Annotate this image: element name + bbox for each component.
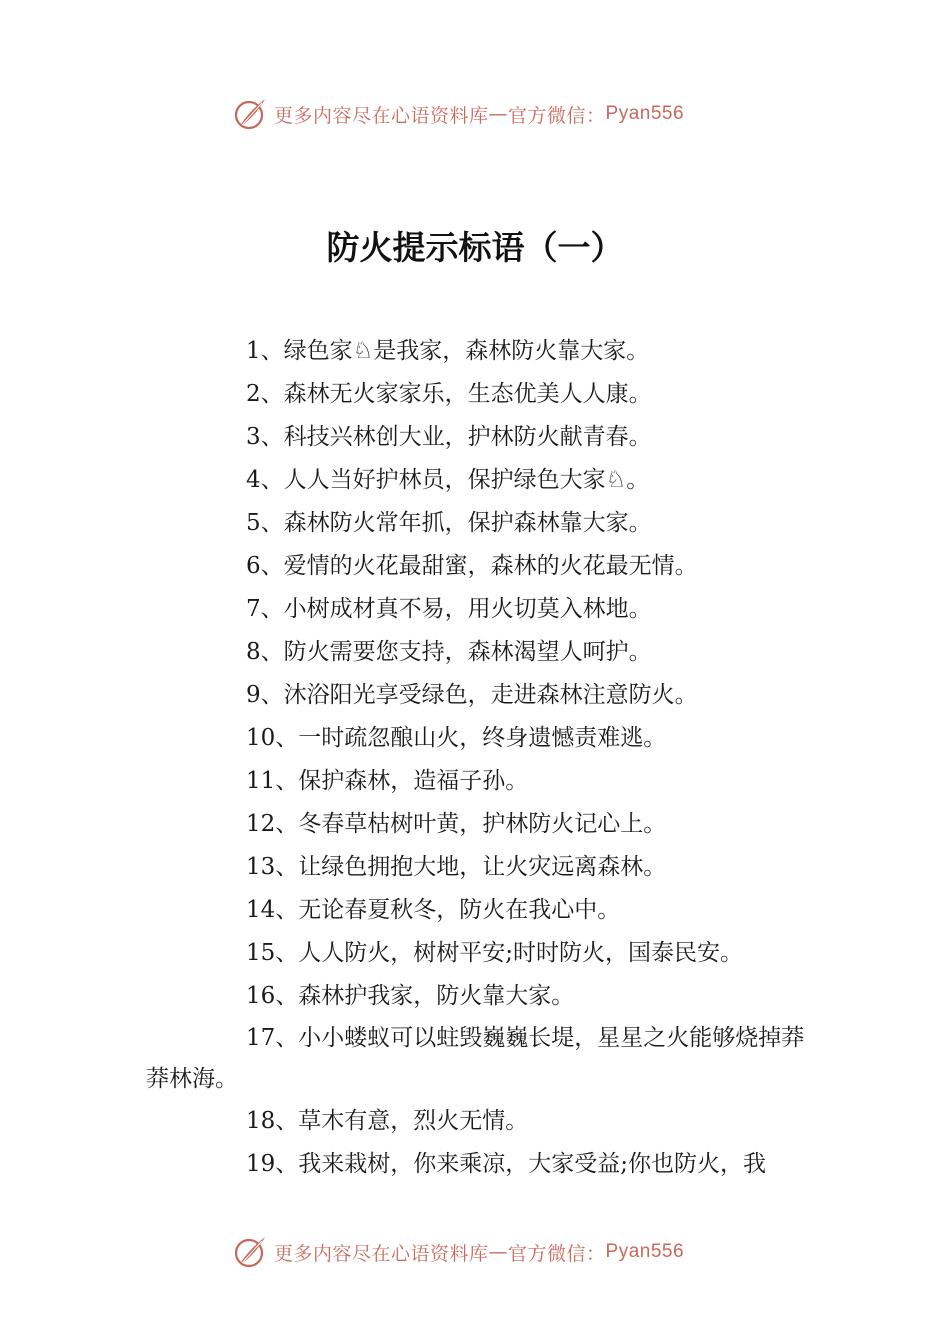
- list-item: 9、沐浴阳光享受绿色，走进森林注意防火。: [246, 682, 698, 708]
- list-item: 5、森林防火常年抓，保护森林靠大家。: [246, 510, 652, 536]
- banner-official-label: 官方微信：: [508, 104, 606, 127]
- page-title: 防火提示标语（一）: [326, 228, 624, 267]
- banner-separator: —: [488, 103, 509, 125]
- list-item: 2、森林无火家家乐，生态优美人人康。: [246, 381, 652, 407]
- list-item: 15、人人防火，树树平安;时时防火，国泰民安。: [246, 940, 744, 966]
- header-banner: [232, 94, 752, 134]
- list-item: 17、小小蝼蚁可以蛀毁巍巍长堤，星星之火能够烧掉莽莽林海。: [146, 1025, 805, 1092]
- list-item: 10、一时疏忽酿山火，终身遗憾责难逃。: [246, 725, 667, 751]
- banner-wechat-id: Pyan556: [605, 103, 685, 124]
- banner-separator: —: [488, 1241, 509, 1263]
- footer-banner: [232, 1232, 752, 1272]
- feather-pen-logo-icon: [232, 1234, 268, 1270]
- list-item: 11、保护森林，造福子孙。: [246, 768, 529, 794]
- list-item: 12、冬春草枯树叶黄，护林防火记心上。: [246, 811, 667, 837]
- list-item: 16、森林护我家，防火靠大家。: [246, 983, 575, 1009]
- banner-official-label: 官方微信：: [508, 1242, 606, 1265]
- list-item: 7、小树成材真不易，用火切莫入林地。: [246, 596, 652, 622]
- banner-wechat-id: Pyan556: [605, 1241, 685, 1262]
- list-item: 13、让绿色拥抱大地，让火灾远离森林。: [246, 854, 667, 880]
- list-item: 6、爱情的火花最甜蜜，森林的火花最无情。: [246, 553, 698, 579]
- list-item: 19、我来栽树，你来乘凉，大家受益;你也防火，我: [246, 1151, 767, 1177]
- list-item: 1、绿色家♘是我家，森林防火靠大家。: [246, 338, 650, 364]
- banner-text-cn: 更多内容尽在心语资料库: [274, 104, 489, 127]
- banner-text-cn: 更多内容尽在心语资料库: [274, 1242, 489, 1265]
- feather-pen-logo-icon: [232, 96, 268, 132]
- list-item: 3、科技兴林创大业，护林防火献青春。: [246, 424, 652, 450]
- slogan-list: [146, 330, 826, 1186]
- list-item: 4、人人当好护林员，保护绿色大家♘。: [246, 467, 650, 493]
- list-item: 18、草木有意，烈火无情。: [246, 1108, 529, 1134]
- list-item: 8、防火需要您支持，森林渴望人呵护。: [246, 639, 652, 665]
- list-item: 14、无论春夏秋冬，防火在我心中。: [246, 897, 621, 923]
